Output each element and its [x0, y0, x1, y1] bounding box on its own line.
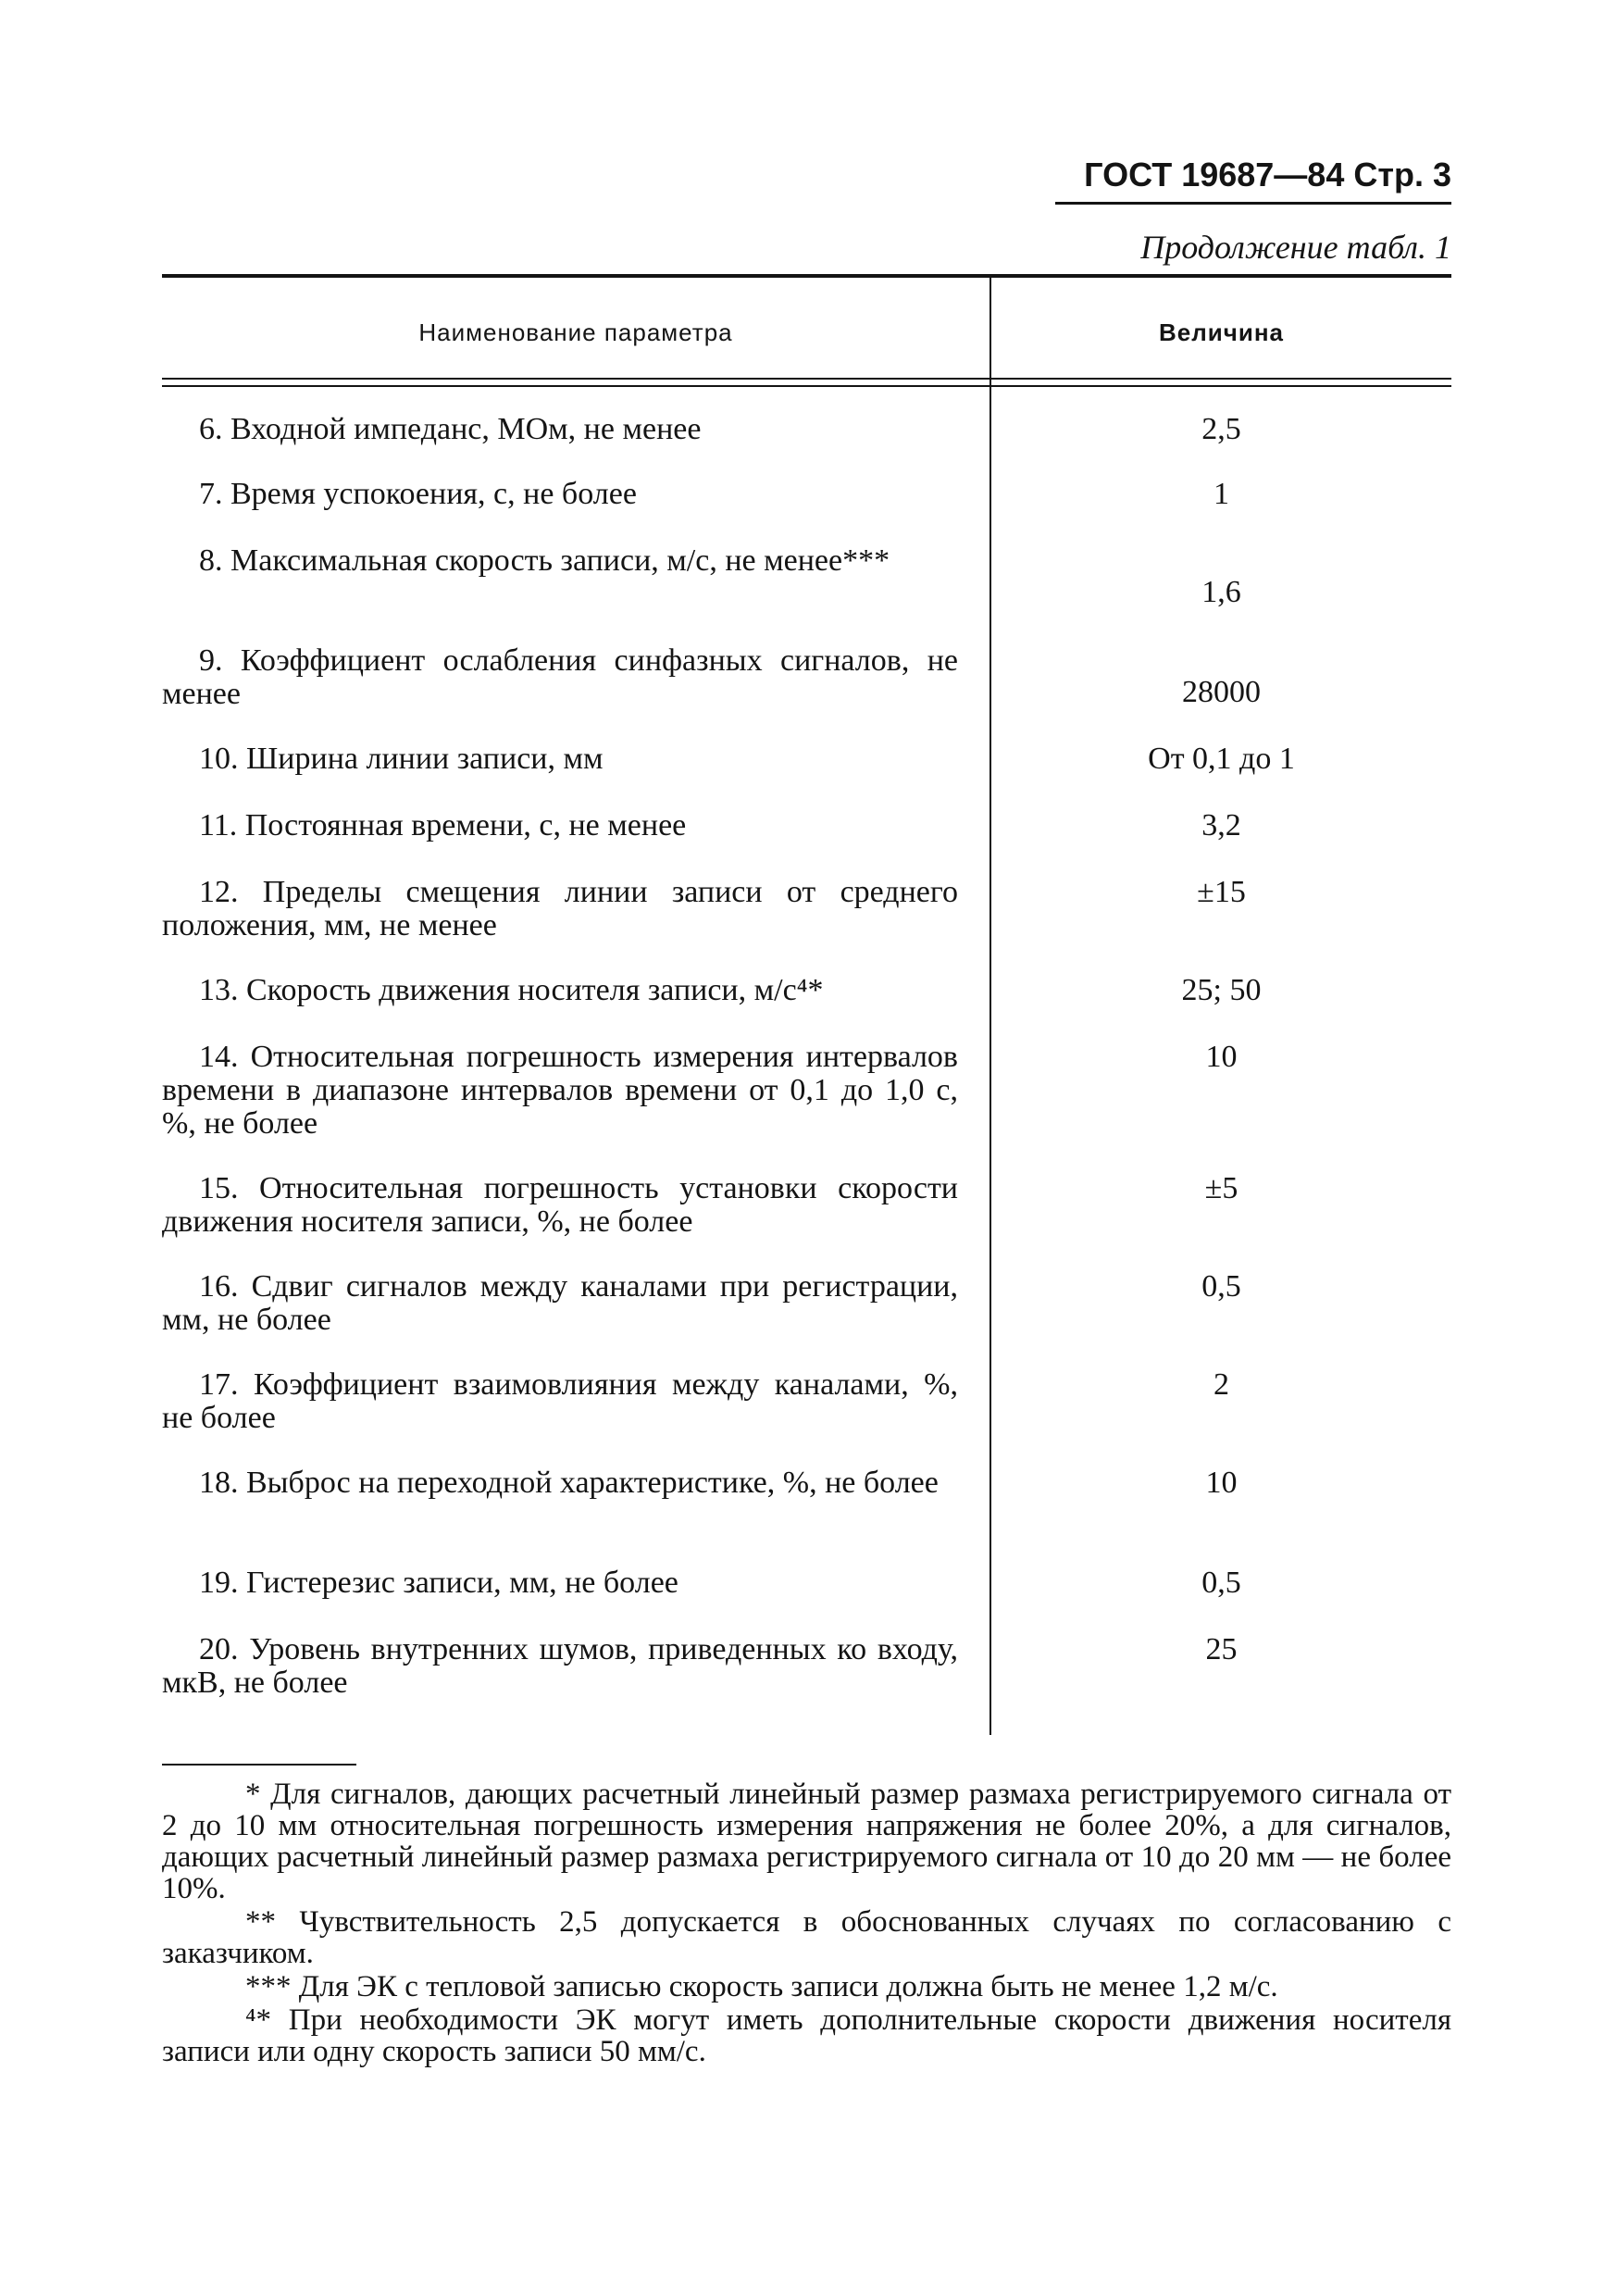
row-value: 10: [1205, 1466, 1238, 1500]
row-parameter: 17. Коэффициент взаимовлияния между каналами, %, не более: [162, 1367, 958, 1435]
row-value: 1: [1214, 477, 1229, 511]
footnotes: [162, 1764, 1451, 2069]
row-value: ±5: [1204, 1171, 1238, 1205]
table-continuation-label: Продолжение табл. 1: [1140, 229, 1451, 266]
row-parameter: 18. Выброс на переходной характеристике, %, не более: [199, 1466, 939, 1500]
footnote: * Для сигналов, дающих расчетный линейный размер размаха регистрируемого сигнала от 2 до 10 мм относительная погрешность измерения напряжения не более 20%, а для сигналов, дающих расчетный линейный размер размаха регистрируемого сигнала от 10 до 20 мм — не более 10%.: [162, 1778, 1451, 1905]
row-parameter: 11. Постоянная времени, с, не менее: [199, 808, 687, 842]
row-parameter: 16. Сдвиг сигналов между каналами при регистрации, мм, не более: [162, 1269, 958, 1337]
footnote: ⁴* При необходимости ЭК могут иметь дополнительные скорости движения носителя записи или одну скорость записи 50 мм/с.: [162, 2003, 1451, 2068]
footnote: *** Для ЭК с тепловой записью скорость записи должна быть не менее 1,2 м/с.: [245, 1970, 1278, 2003]
parameters-table: [162, 274, 1451, 1735]
row-value: 2: [1214, 1367, 1229, 1402]
header-rule-double: [162, 385, 1451, 387]
row-value: 1,6: [1201, 575, 1241, 609]
footnote: ** Чувствительность 2,5 допускается в обоснованных случаях по согласованию с заказчиком.: [162, 1905, 1451, 1970]
column-header-parameter: Наименование параметра: [418, 318, 733, 346]
row-value: 3,2: [1201, 808, 1241, 842]
page-header: ГОСТ 19687—84 Стр. 3: [1055, 156, 1451, 205]
row-parameter: 19. Гистерезис записи, мм, не более: [199, 1566, 678, 1600]
row-value: 0,5: [1201, 1269, 1241, 1304]
row-parameter: 15. Относительная погрешность установки скорости движения носителя записи, %, не более: [162, 1171, 958, 1239]
row-parameter: 12. Пределы смещения линии записи от среднего положения, мм, не менее: [162, 875, 958, 942]
footnote-rule: [162, 1764, 356, 1766]
table-top-rule: [162, 274, 1451, 278]
row-parameter: 13. Скорость движения носителя записи, м/с⁴*: [199, 973, 824, 1007]
column-header-value: Величина: [1159, 318, 1284, 346]
row-parameter: 10. Ширина линии записи, мм: [199, 742, 604, 776]
row-value: От 0,1 до 1: [1148, 742, 1295, 776]
row-value: 25: [1205, 1632, 1238, 1666]
row-parameter: 9. Коэффициент ослабления синфазных сигналов, не менее: [162, 643, 958, 711]
row-value: 2,5: [1201, 412, 1241, 446]
row-value: 0,5: [1201, 1566, 1241, 1600]
row-parameter: 8. Максимальная скорость записи, м/с, не менее***: [199, 543, 890, 578]
row-value: 25; 50: [1181, 973, 1262, 1007]
row-value: ±15: [1197, 875, 1246, 909]
header-rule: [162, 378, 1451, 380]
row-parameter: 14. Относительная погрешность измерения интервалов времени в диапазоне интервалов времени от 0,1 до 1,0 с, %, не более: [162, 1040, 958, 1141]
row-parameter: 6. Входной импеданс, МОм, не менее: [199, 412, 702, 446]
row-value: 28000: [1182, 675, 1261, 709]
row-value: 10: [1205, 1040, 1238, 1074]
row-parameter: 7. Время успокоения, с, не более: [199, 477, 637, 511]
row-parameter: 20. Уровень внутренних шумов, приведенных ко входу, мкВ, не более: [162, 1632, 958, 1700]
